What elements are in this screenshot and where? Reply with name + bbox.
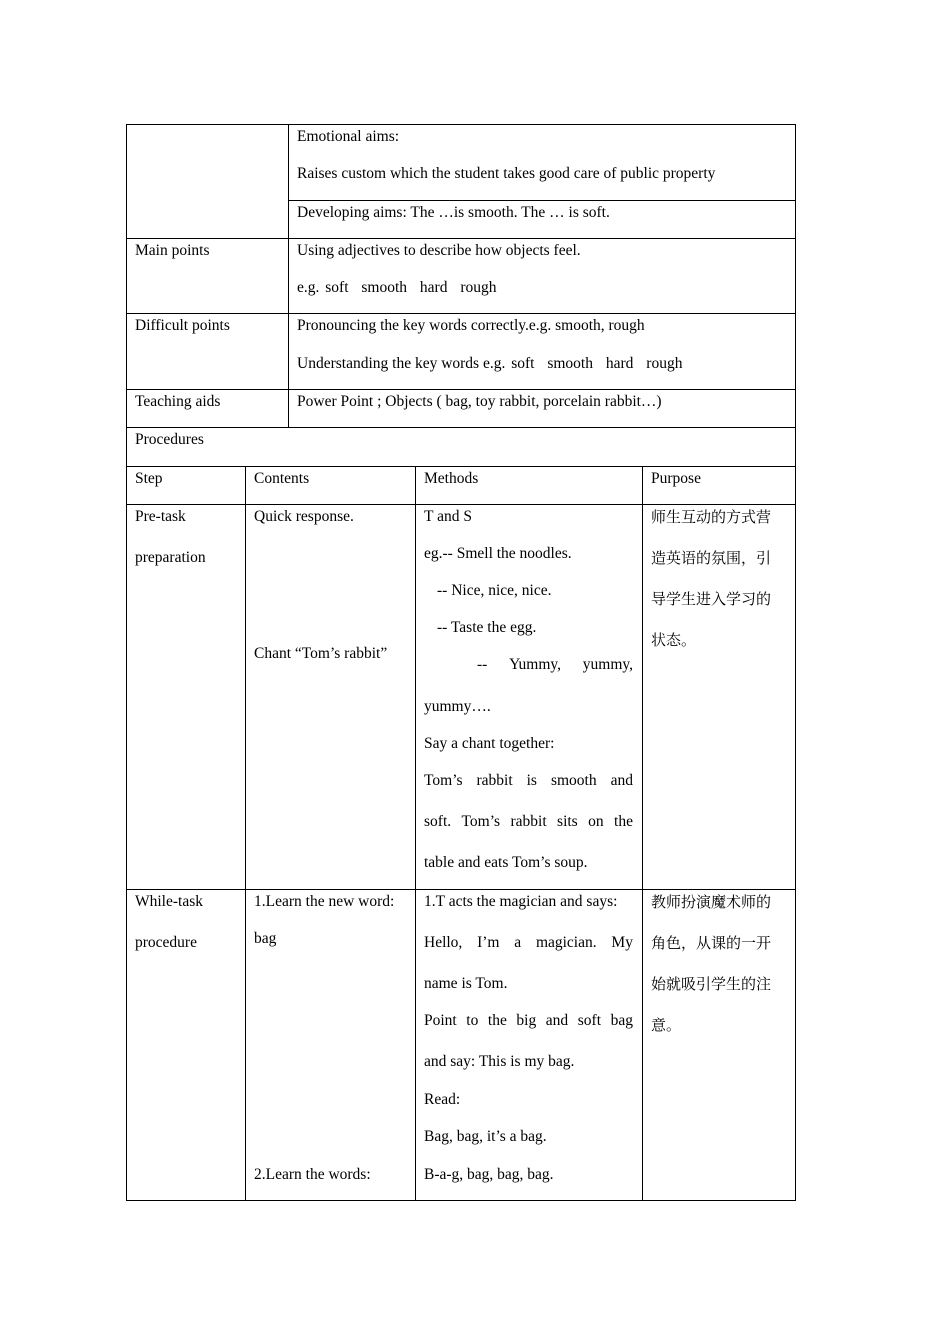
method-word: a [514, 934, 522, 951]
while-task-method-line: and say: This is my bag. [424, 1053, 575, 1070]
pre-task-purpose: 师生互动的方式营 [651, 508, 772, 526]
pre-task-method-line [424, 813, 633, 831]
column-divider [245, 466, 246, 1201]
method-word: bag [610, 1012, 633, 1029]
pre-task-content: Quick response. [254, 508, 354, 525]
method-word: the [614, 813, 633, 830]
pre-task-step: Pre-task [135, 508, 186, 525]
row-divider [126, 466, 796, 467]
method-word: soft. [424, 813, 452, 830]
pre-task-method-line: Say a chant together: [424, 735, 555, 752]
method-word: Point [424, 1012, 457, 1029]
row-divider [126, 389, 796, 390]
pre-task-method-line: yummy…. [424, 698, 491, 715]
method-word: sits [557, 813, 578, 830]
row-divider [288, 200, 796, 201]
eg-prefix: Understanding the key words e.g. [297, 355, 506, 372]
while-task-purpose: 教师扮演魔术师的 [651, 893, 772, 911]
pre-task-purpose: 导学生进入学习的 [651, 590, 772, 608]
while-task-purpose: 始就吸引学生的注 [651, 975, 772, 993]
method-word: magician. [535, 934, 597, 951]
main-points-line1: Using adjectives to describe how objects feel. [297, 242, 581, 259]
method-word: smooth [550, 772, 597, 789]
while-task-method-line: 1.T acts the magician and says: [424, 893, 618, 910]
column-divider [288, 124, 289, 428]
main-points-label: Main points [135, 242, 210, 259]
method-word: -- [477, 656, 488, 673]
pre-task-content: Chant “Tom’s rabbit” [254, 645, 388, 662]
method-word: Yummy, [509, 656, 562, 673]
row-divider [126, 889, 796, 890]
method-word: Tom’s [461, 813, 501, 830]
keyword: smooth [547, 355, 593, 372]
keyword: rough [646, 355, 683, 372]
keyword: soft [325, 279, 349, 296]
pre-task-purpose: 状态。 [651, 631, 697, 649]
method-word: Hello, [424, 934, 463, 951]
difficult-points-label: Difficult points [135, 317, 230, 334]
while-task-content: 1.Learn the new word: [254, 893, 395, 910]
method-word: rabbit [476, 772, 513, 789]
row-divider [126, 238, 796, 239]
pre-task-method-line: table and eats Tom’s soup. [424, 854, 588, 871]
eg-prefix: e.g. [297, 279, 320, 296]
pre-task-method-line [424, 772, 633, 790]
method-word: Tom’s [424, 772, 463, 789]
method-word: and [610, 772, 633, 789]
teaching-aids-label: Teaching aids [135, 393, 221, 410]
while-task-purpose: 意。 [651, 1016, 682, 1034]
pre-task-step: preparation [135, 549, 206, 566]
column-divider [415, 466, 416, 1201]
method-word: to [466, 1012, 479, 1029]
row-divider [126, 124, 796, 125]
procedures-label: Procedures [135, 431, 204, 448]
pre-task-method-line: eg.-- Smell the noodles. [424, 545, 572, 562]
while-task-method-line: Bag, bag, it’s a bag. [424, 1128, 547, 1145]
while-task-purpose: 角色，从课的一开 [651, 934, 772, 952]
difficult-points-line2 [297, 355, 682, 373]
method-word: is [526, 772, 537, 789]
keyword: smooth [361, 279, 408, 296]
teaching-aids-text: Power Point ; Objects ( bag, toy rabbit, porcelain rabbit…) [297, 393, 662, 410]
keyword: hard [419, 279, 448, 296]
method-word: soft [577, 1012, 601, 1029]
method-word: I’m [477, 934, 500, 951]
column-header-step: Step [135, 470, 163, 487]
column-header-contents: Contents [254, 470, 310, 487]
method-word: on [588, 813, 604, 830]
method-word: and [545, 1012, 569, 1029]
while-task-method-line: name is Tom. [424, 975, 508, 992]
pre-task-method-line: -- Taste the egg. [437, 619, 537, 636]
emotional-aims-title: Emotional aims: [297, 128, 400, 145]
column-divider [642, 466, 643, 1201]
method-word: My [611, 934, 633, 951]
method-word: yummy, [582, 656, 633, 673]
while-task-step: While-task [135, 893, 204, 910]
pre-task-purpose: 造英语的氛围，引 [651, 549, 772, 567]
method-word: rabbit [510, 813, 547, 830]
pre-task-method-line: T and S [424, 508, 472, 525]
row-divider [126, 504, 796, 505]
while-task-step: procedure [135, 934, 197, 951]
pre-task-method-line [424, 656, 633, 674]
while-task-method-line [424, 1012, 633, 1030]
emotional-aims-text: Raises custom which the student takes good care of public property [297, 165, 716, 182]
keyword: rough [460, 279, 497, 296]
method-word: big [516, 1012, 537, 1029]
row-divider [126, 1200, 796, 1201]
while-task-method-line: B-a-g, bag, bag, bag. [424, 1166, 554, 1183]
developing-aims: Developing aims: The …is smooth. The … is soft. [297, 204, 610, 221]
pre-task-method-line: -- Nice, nice, nice. [437, 582, 552, 599]
column-header-methods: Methods [424, 470, 479, 487]
while-task-method-line: Read: [424, 1091, 461, 1108]
keyword: hard [605, 355, 634, 372]
keyword: soft [511, 355, 535, 372]
difficult-points-line1: Pronouncing the key words correctly.e.g. smooth, rough [297, 317, 645, 334]
row-divider [126, 313, 796, 314]
while-task-content: bag [254, 930, 277, 947]
while-task-content: 2.Learn the words: [254, 1166, 371, 1183]
row-divider [126, 427, 796, 428]
main-points-line2 [297, 279, 497, 297]
column-header-purpose: Purpose [651, 470, 701, 487]
method-word: the [487, 1012, 507, 1029]
while-task-method-line [424, 934, 633, 952]
